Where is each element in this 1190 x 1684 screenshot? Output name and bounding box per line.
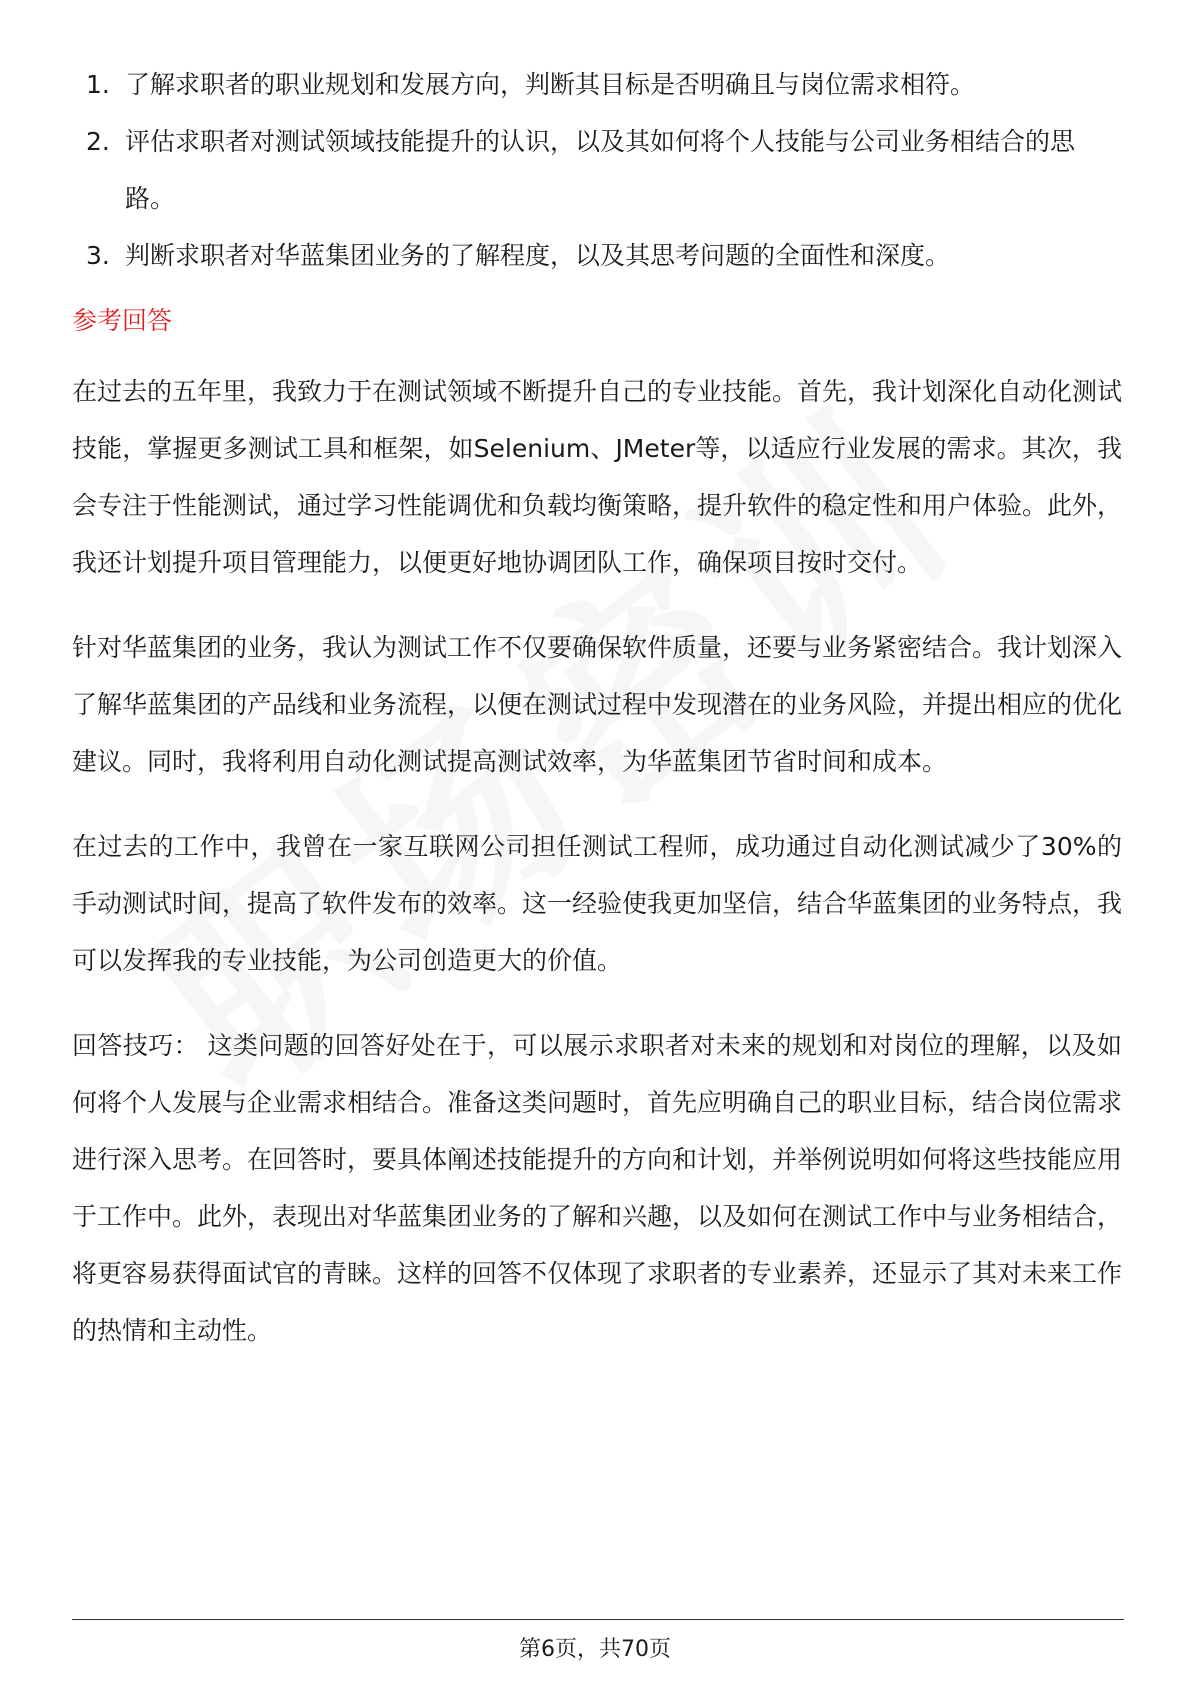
page-number: 第6页，共70页	[519, 1637, 671, 1662]
page-content	[72, 56, 1122, 1387]
list-item-text: 了解求职者的职业规划和发展方向，判断其目标是否明确且与岗位需求相符。	[125, 70, 976, 99]
list-item	[72, 227, 1122, 284]
reference-answer-heading: 参考回答	[72, 306, 173, 335]
list-item-number: 2.	[86, 127, 110, 156]
evaluation-goals-list	[72, 56, 1122, 284]
footer-divider	[72, 1619, 1124, 1620]
list-item-number: 3.	[86, 241, 110, 270]
answer-paragraph: 在过去的工作中，我曾在一家互联网公司担任测试工程师，成功通过自动化测试减少了30%的手动测试时间，提高了软件发布的效率。这一经验使我更加坚信，结合华蓝集团的业务特点，我可以发挥我的专业技能，为公司创造更大的价值。	[72, 832, 1123, 975]
list-item	[72, 56, 1122, 113]
list-item	[72, 113, 1122, 227]
list-item-text: 判断求职者对华蓝集团业务的了解程度，以及其思考问题的全面性和深度。	[125, 241, 951, 270]
list-item-text: 评估求职者对测试领域技能提升的认识，以及其如何将个人技能与公司业务相结合的思路。	[125, 127, 1076, 213]
list-item-number: 1.	[86, 70, 110, 99]
answer-paragraph: 针对华蓝集团的业务，我认为测试工作不仅要确保软件质量，还要与业务紧密结合。我计划深入了解华蓝集团的产品线和业务流程，以便在测试过程中发现潜在的业务风险，并提出相应的优化建议。同时，我将利用自动化测试提高测试效率，为华蓝集团节省时间和成本。	[72, 633, 1123, 776]
answer-paragraph: 在过去的五年里，我致力于在测试领域不断提升自己的专业技能。首先，我计划深化自动化测试技能，掌握更多测试工具和框架，如Selenium、JMeter等，以适应行业发展的需求。其次，我会专注于性能测试，通过学习性能调优和负载均衡策略，提升软件的稳定性和用户体验。此外，我还计划提升项目管理能力，以便更好地协调团队工作，确保项目按时交付。	[72, 377, 1123, 577]
answer-tips-paragraph: 回答技巧： 这类问题的回答好处在于，可以展示求职者对未来的规划和对岗位的理解，以及如何将个人发展与企业需求相结合。准备这类问题时，首先应明确自己的职业目标，结合岗位需求进行深入思考。在回答时，要具体阐述技能提升的方向和计划，并举例说明如何将这些技能应用于工作中。此外，表现出对华蓝集团业务的了解和兴趣，以及如何在测试工作中与业务相结合，将更容易获得面试官的青睐。这样的回答不仅体现了求职者的专业素养，还显示了其对未来工作的热情和主动性。	[72, 1031, 1123, 1345]
